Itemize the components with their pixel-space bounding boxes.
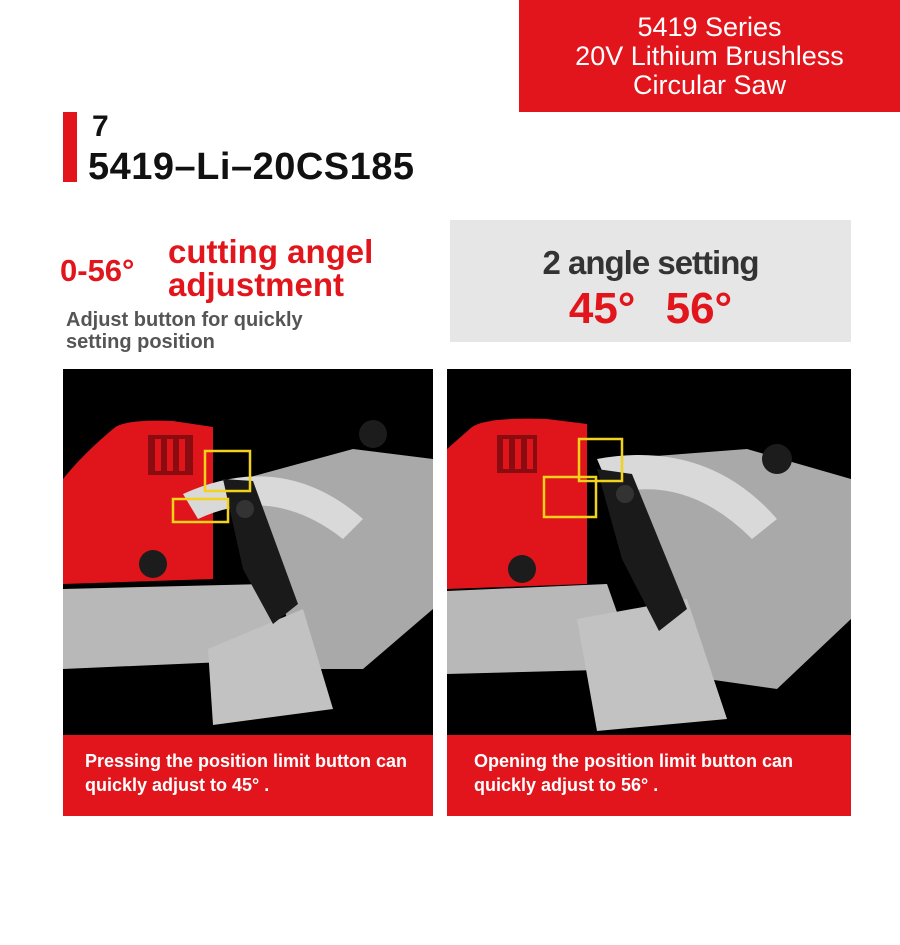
- feature-subtitle-line-1: Adjust button for quickly: [66, 309, 303, 331]
- model-accent-bar: [63, 112, 77, 182]
- saw-photo-56: [447, 369, 851, 735]
- banner-line-2: 20V Lithium Brushless: [575, 40, 844, 71]
- caption-56-line-1: Opening the position limit button can: [474, 751, 793, 771]
- caption-45-line-1: Pressing the position limit button can: [85, 751, 408, 771]
- banner-line-1: 5419 Series: [637, 11, 782, 42]
- feature-title-line-2: adjustment: [168, 266, 345, 303]
- caption-45-line-2: quickly adjust to 45° .: [85, 775, 270, 795]
- angle-setting-title: 2 angle setting: [542, 244, 759, 281]
- feature-subtitle: [66, 309, 303, 353]
- angle-setting-values: 45° 56°: [568, 284, 733, 333]
- feature-title: [168, 235, 373, 301]
- caption-56: [447, 735, 851, 816]
- model-number: 7: [92, 110, 109, 143]
- feature-subtitle-line-2: setting position: [66, 331, 215, 353]
- angle-range: 0-56°: [60, 253, 135, 288]
- feature-title-line-1: cutting angel: [168, 233, 374, 270]
- series-banner: [519, 0, 900, 112]
- banner-line-3: Circular Saw: [632, 69, 787, 100]
- angle-setting-panel: [450, 220, 851, 342]
- caption-45: [63, 735, 433, 816]
- caption-56-line-2: quickly adjust to 56° .: [474, 775, 659, 795]
- saw-photo-45: [63, 369, 433, 735]
- model-name: 5419–Li–20CS185: [88, 146, 415, 188]
